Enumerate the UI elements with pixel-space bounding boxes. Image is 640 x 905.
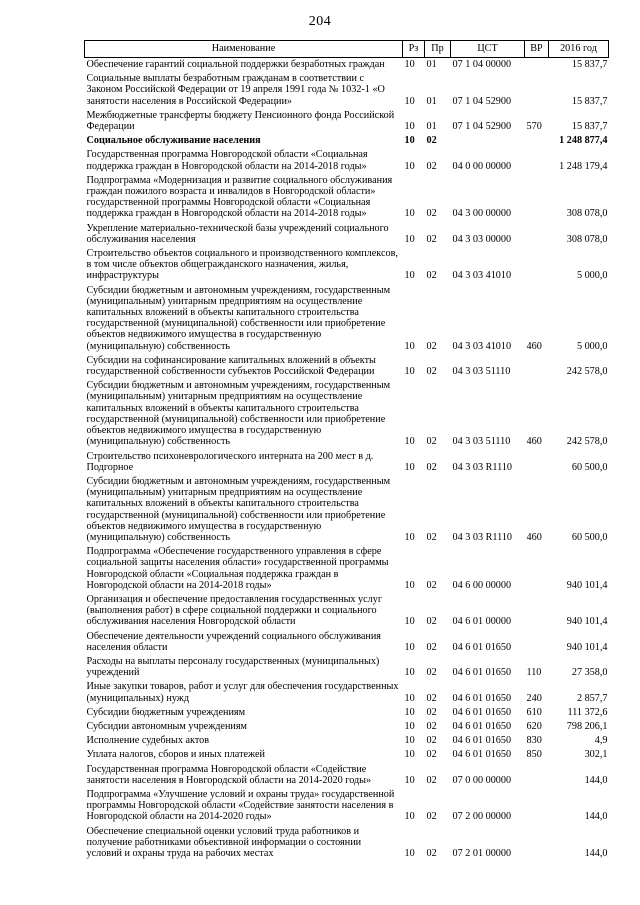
row-sum: 144,0 (584, 811, 608, 823)
row-pr: 02 (426, 461, 437, 473)
row-cst: 04 3 03 R1110 (452, 531, 513, 543)
row-cst: 04 6 01 01650 (452, 735, 512, 747)
row-rz: 10 (404, 233, 415, 245)
row-pr: 02 (426, 531, 437, 543)
row-sum: 4,9 (594, 735, 608, 747)
row-rz: 10 (404, 270, 415, 282)
table-row (85, 680, 609, 705)
row-rz: 10 (404, 616, 415, 628)
row-name: Строительство психоневрологического интерната на 200 мест в д. Подгорное (86, 450, 374, 473)
row-sum: 15 837,7 (571, 121, 608, 133)
row-vr (525, 148, 549, 173)
row-cst: 07 2 01 00000 (452, 848, 512, 859)
row-pr: 02 (426, 667, 437, 679)
row-sum: 144,0 (584, 848, 608, 859)
row-name: Подпрограмма «Модернизация и развитие социального обслуживания граждан пожилого возраста и инвалидов в Новгородской области» государственной программы Новгородской области «Социальная поддержка граждан в Новгородской области на 2014-2018 годы» (86, 174, 393, 220)
row-rz: 10 (404, 720, 415, 732)
row-vr: 460 (526, 340, 542, 352)
row-rz: 10 (404, 774, 415, 786)
row-sum: 940 101,4 (566, 616, 608, 628)
row-name: Расходы на выплаты персоналу государственных (муниципальных) учреждений (86, 655, 380, 679)
header-cst: ЦСТ (451, 41, 525, 58)
table-row (85, 174, 609, 222)
row-vr: 460 (526, 436, 542, 448)
row-sum: 940 101,4 (566, 641, 608, 653)
row-sum: 5 000,0 (576, 270, 608, 282)
row-vr (525, 593, 549, 630)
table-row (85, 545, 609, 593)
row-cst: 04 3 03 41010 (452, 340, 512, 352)
row-rz: 10 (404, 735, 415, 747)
row-vr: 830 (526, 735, 542, 747)
row-pr: 02 (426, 692, 437, 704)
row-vr: 240 (526, 692, 542, 704)
table-row (85, 72, 609, 109)
row-name: Субсидии бюджетным учреждениям (86, 706, 246, 718)
row-rz: 10 (404, 749, 415, 761)
row-sum: 242 578,0 (566, 366, 608, 378)
row-vr: 460 (526, 531, 542, 543)
row-pr: 02 (426, 366, 437, 378)
header-sum-2016: 2016 год (549, 41, 609, 58)
row-vr: 570 (526, 121, 542, 133)
row-cst: 07 1 04 00000 (452, 59, 512, 70)
row-name: Уплата налогов, сборов и иных платежей (86, 749, 265, 761)
row-sum: 15 837,7 (571, 95, 608, 107)
row-rz: 10 (404, 95, 415, 107)
row-rz: 10 (404, 208, 415, 220)
row-name: Строительство объектов социального и производственного комплексов, в том числе объектов общегражданского назначения, жилья, инфраструктуры (86, 248, 398, 282)
table-row (85, 450, 609, 475)
row-sum: 1 248 179,4 (559, 160, 608, 172)
row-pr: 02 (426, 436, 437, 448)
row-pr: 02 (426, 641, 437, 653)
row-sum: 15 837,7 (571, 59, 608, 70)
row-vr (525, 174, 549, 222)
row-name: Обеспечение гарантий социальной поддержки безработных граждан (86, 59, 385, 70)
row-name: Субсидии бюджетным и автономным учреждениям, государственным (муниципальным) унитарным предприятиям на осуществление капитальных вложений в объекты капитального строительства государственной (муниципальной) собственности или приобретение объектов недвижимого имущества в государственную (муниципальную) собственность (86, 475, 391, 543)
row-name: Укрепление материально-технической базы учреждений социального обслуживания населения (86, 222, 389, 245)
row-pr: 01 (426, 59, 437, 70)
table-row (85, 593, 609, 630)
row-rz: 10 (404, 436, 415, 448)
row-pr: 02 (426, 579, 437, 591)
table-row (85, 58, 609, 73)
row-cst: 04 6 01 01650 (452, 706, 512, 718)
row-cst: 07 2 00 00000 (452, 811, 512, 823)
row-name: Исполнение судебных актов (86, 735, 210, 747)
row-rz: 10 (404, 848, 415, 859)
row-pr: 02 (426, 749, 437, 761)
row-rz: 10 (404, 706, 415, 718)
table-row (85, 763, 609, 788)
row-sum: 111 372,6 (567, 706, 608, 718)
row-vr: 620 (526, 720, 542, 732)
table-row (85, 134, 609, 148)
row-vr (525, 58, 549, 73)
row-sum: 940 101,4 (566, 579, 608, 591)
row-cst: 07 0 00 00000 (452, 774, 512, 786)
table-row (85, 475, 609, 545)
row-rz: 10 (404, 366, 415, 378)
row-rz: 10 (404, 531, 415, 543)
table-row (85, 734, 609, 748)
row-name: Субсидии бюджетным и автономным учреждениям, государственным (муниципальным) унитарным предприятиям на осуществление капитальных вложений в объекты капитального строительства государственной (муниципальной) собственности или приобретение объектов недвижимого имущества в государственную (муниципальную) собственность (86, 380, 391, 448)
table-row (85, 825, 609, 862)
row-sum: 1 248 877,4 (559, 135, 608, 147)
table-row (85, 148, 609, 173)
row-vr: 610 (526, 706, 542, 718)
row-sum: 308 078,0 (566, 208, 608, 220)
header-name: Наименование (85, 41, 403, 58)
row-name: Организация и обеспечение предоставления государственных услуг (выполнения работ) в сфере социальной поддержки и социального обслуживания населения Новгородской области (86, 593, 383, 628)
table-row (85, 720, 609, 734)
row-pr: 02 (426, 848, 437, 859)
row-vr (525, 222, 549, 247)
row-sum: 27 358,0 (571, 667, 608, 679)
row-vr (525, 763, 549, 788)
row-pr: 02 (426, 208, 437, 220)
row-vr (525, 247, 549, 284)
row-rz: 10 (404, 160, 415, 172)
row-pr: 02 (426, 774, 437, 786)
row-rz: 10 (404, 59, 415, 70)
row-pr: 02 (426, 811, 437, 823)
row-rz: 10 (404, 121, 415, 133)
table-row (85, 284, 609, 354)
row-cst: 04 3 03 51110 (452, 436, 511, 448)
row-pr: 02 (426, 340, 437, 352)
row-name: Обеспечение деятельности учреждений социального обслуживания населения области (86, 630, 381, 653)
row-pr: 01 (426, 95, 437, 107)
table-row (85, 655, 609, 680)
row-pr: 02 (426, 160, 437, 172)
row-sum: 5 000,0 (576, 340, 608, 352)
row-cst: 04 6 01 01650 (452, 720, 512, 732)
row-vr (525, 825, 549, 862)
row-vr (525, 630, 549, 655)
row-vr (525, 545, 549, 593)
row-rz: 10 (404, 340, 415, 352)
row-pr: 02 (426, 135, 437, 147)
row-sum: 798 206,1 (566, 720, 608, 732)
table-row (85, 354, 609, 379)
row-rz: 10 (404, 667, 415, 679)
row-cst: 04 6 00 00000 (452, 579, 512, 591)
row-name: Социальные выплаты безработным гражданам в соответствии с Законом Российской Федерации от 19 апреля 1991 года № 1032-1 «О занятости населения в Российской Федерации» (86, 73, 385, 107)
row-rz: 10 (404, 579, 415, 591)
row-cst: 07 1 04 52900 (452, 95, 512, 107)
row-vr (525, 450, 549, 475)
table-row (85, 109, 609, 134)
row-name: Субсидии бюджетным и автономным учреждениям, государственным (муниципальным) унитарным предприятиям на осуществление капитальных вложений в объекты капитального строительства государственной (муниципальной) собственности или приобретение объектов недвижимого имущества в государственную (муниципальную) собственность (86, 284, 391, 352)
row-pr: 02 (426, 706, 437, 718)
table-row (85, 379, 609, 449)
table-row (85, 630, 609, 655)
table-row (85, 247, 609, 284)
row-sum: 60 500,0 (571, 531, 608, 543)
row-cst: 04 3 00 00000 (452, 208, 512, 220)
row-name: Обеспечение специальной оценки условий труда работников и получение работниками объективной информации о состоянии условий и охраны труда на рабочих местах (86, 825, 362, 859)
table-header-row (85, 41, 609, 58)
row-rz: 10 (404, 641, 415, 653)
row-cst: 04 0 00 00000 (452, 160, 512, 172)
row-pr: 02 (426, 233, 437, 245)
row-cst: 04 6 01 01650 (452, 667, 512, 679)
table-row (85, 748, 609, 762)
row-vr (525, 354, 549, 379)
row-rz: 10 (404, 135, 415, 147)
row-pr: 01 (426, 121, 437, 133)
row-cst: 04 6 01 01650 (452, 641, 512, 653)
row-cst: 04 3 03 41010 (452, 270, 512, 282)
row-rz: 10 (404, 692, 415, 704)
row-name: Иные закупки товаров, работ и услуг для обеспечения государственных (муниципальных) нужд (86, 681, 399, 704)
row-vr: 850 (526, 749, 542, 761)
budget-table (84, 40, 609, 861)
row-vr (525, 72, 549, 109)
row-pr: 02 (426, 270, 437, 282)
row-name: Субсидии на софинансирование капитальных вложений в объекты государственной собственности субъектов Российской Федерации (86, 354, 376, 378)
table-row (85, 222, 609, 247)
page-number: 204 (308, 14, 332, 29)
row-vr: 110 (526, 667, 542, 679)
row-sum: 242 578,0 (566, 436, 608, 448)
row-cst: 04 3 03 51110 (452, 366, 511, 378)
row-name: Социальное обслуживание населения (86, 135, 261, 147)
row-cst (451, 134, 525, 148)
row-name: Государственная программа Новгородской области «Содействие занятости населения в Новгородской области на 2014-2020 годы» (86, 763, 372, 786)
row-rz: 10 (404, 461, 415, 473)
row-cst: 04 6 01 01650 (452, 749, 512, 761)
header-rz: Рз (403, 41, 425, 58)
row-sum: 144,0 (584, 774, 608, 786)
row-name: Субсидии автономным учреждениям (86, 720, 247, 732)
row-pr: 02 (426, 735, 437, 747)
header-vr: ВР (525, 41, 549, 58)
row-vr (525, 788, 549, 825)
table-row (85, 706, 609, 720)
row-cst: 04 3 03 00000 (452, 233, 512, 245)
row-rz: 10 (404, 811, 415, 823)
row-vr (525, 134, 549, 148)
row-sum: 302,1 (584, 749, 608, 761)
row-pr: 02 (426, 720, 437, 732)
row-name: Государственная программа Новгородской области «Социальная поддержка граждан в Новгородской области на 2014-2018 годы» (86, 149, 368, 172)
row-cst: 04 6 01 00000 (452, 616, 512, 628)
table-row (85, 788, 609, 825)
header-pr: Пр (425, 41, 451, 58)
row-sum: 2 857,7 (576, 692, 608, 704)
row-cst: 04 6 01 01650 (452, 692, 512, 704)
row-cst: 04 3 03 R1110 (452, 461, 513, 473)
row-name: Подпрограмма «Обеспечение государственного управления в сфере социальной защиты населения области» государственной программы Новгородской области «Социальная поддержка граждан в Новгородской области на 2014-2018 годы» (86, 546, 389, 591)
row-cst: 07 1 04 52900 (452, 121, 512, 133)
row-name: Подпрограмма «Улучшение условий и охраны труда» государственной программы Новгородской области «Содействие занятости населения в Новгородской области на 2014-2020 годы» (86, 788, 395, 823)
table-body (85, 58, 609, 862)
row-pr: 02 (426, 616, 437, 628)
row-sum: 308 078,0 (566, 233, 608, 245)
row-sum: 60 500,0 (571, 461, 608, 473)
row-name: Межбюджетные трансферты бюджету Пенсионного фонда Российской Федерации (86, 109, 395, 133)
